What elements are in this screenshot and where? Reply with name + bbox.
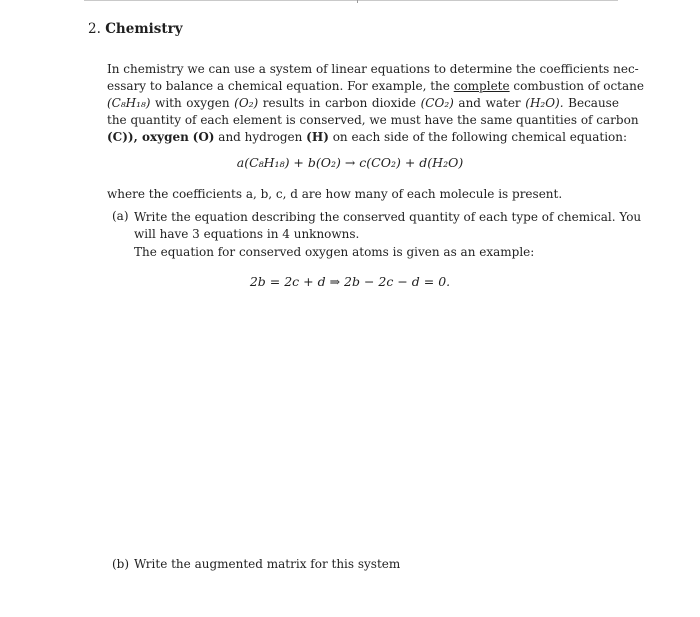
problem-number: 2. — [88, 21, 101, 37]
underlined-word: complete — [453, 79, 510, 93]
water-formula: (H₂O). — [525, 96, 564, 110]
intro-line-2: essary to balance a chemical equation. For example, the complete combustion of octane — [107, 79, 644, 93]
part-a-line-3: The equation for conserved oxygen atoms is given as an example: — [134, 245, 535, 259]
intro-paragraph — [107, 61, 644, 146]
problem-heading — [88, 21, 183, 37]
intro-line-1: In chemistry we can use a system of linear equations to determine the coefficients nec- — [107, 62, 639, 76]
top-rule — [84, 0, 618, 1]
part-a-line-2: will have 3 equations in 4 unknowns. — [134, 227, 360, 241]
oxygen-formula: (O₂) — [234, 96, 259, 110]
intro-line-3: (C₈H₁₈) with oxygen (O₂) results in carbon dioxide (CO₂) and water (H₂O). Because — [107, 96, 619, 110]
part-a-body — [134, 209, 642, 243]
oxygen-example-equation: 2b = 2c + d ⇒ 2b − 2c − d = 0. — [249, 274, 451, 289]
combustion-equation: a(C₈H₁₈) + b(O₂) → c(CO₂) + d(H₂O) — [236, 155, 464, 170]
problem-title: Chemistry — [105, 21, 183, 37]
part-a-line-1: Write the equation describing the conserved quantity of each type of chemical. You — [134, 210, 642, 224]
coefficients-note: where the coefficients a, b, c, d are how many of each molecule is present. — [107, 187, 563, 201]
co2-formula: (CO₂) — [420, 96, 454, 110]
intro-line-4: the quantity of each element is conserved, we must have the same quantities of carbon — [107, 113, 639, 127]
octane-formula: (C₈H₁₈) — [107, 96, 151, 110]
top-tick-mark — [357, 0, 358, 3]
part-a-label: (a) — [112, 209, 129, 223]
part-b-label: (b) — [112, 557, 130, 571]
part-b-text: Write the augmented matrix for this system — [134, 557, 401, 571]
intro-line-5: (C)), oxygen (O) and hydrogen (H) on each side of the following chemical equation: — [107, 130, 628, 144]
